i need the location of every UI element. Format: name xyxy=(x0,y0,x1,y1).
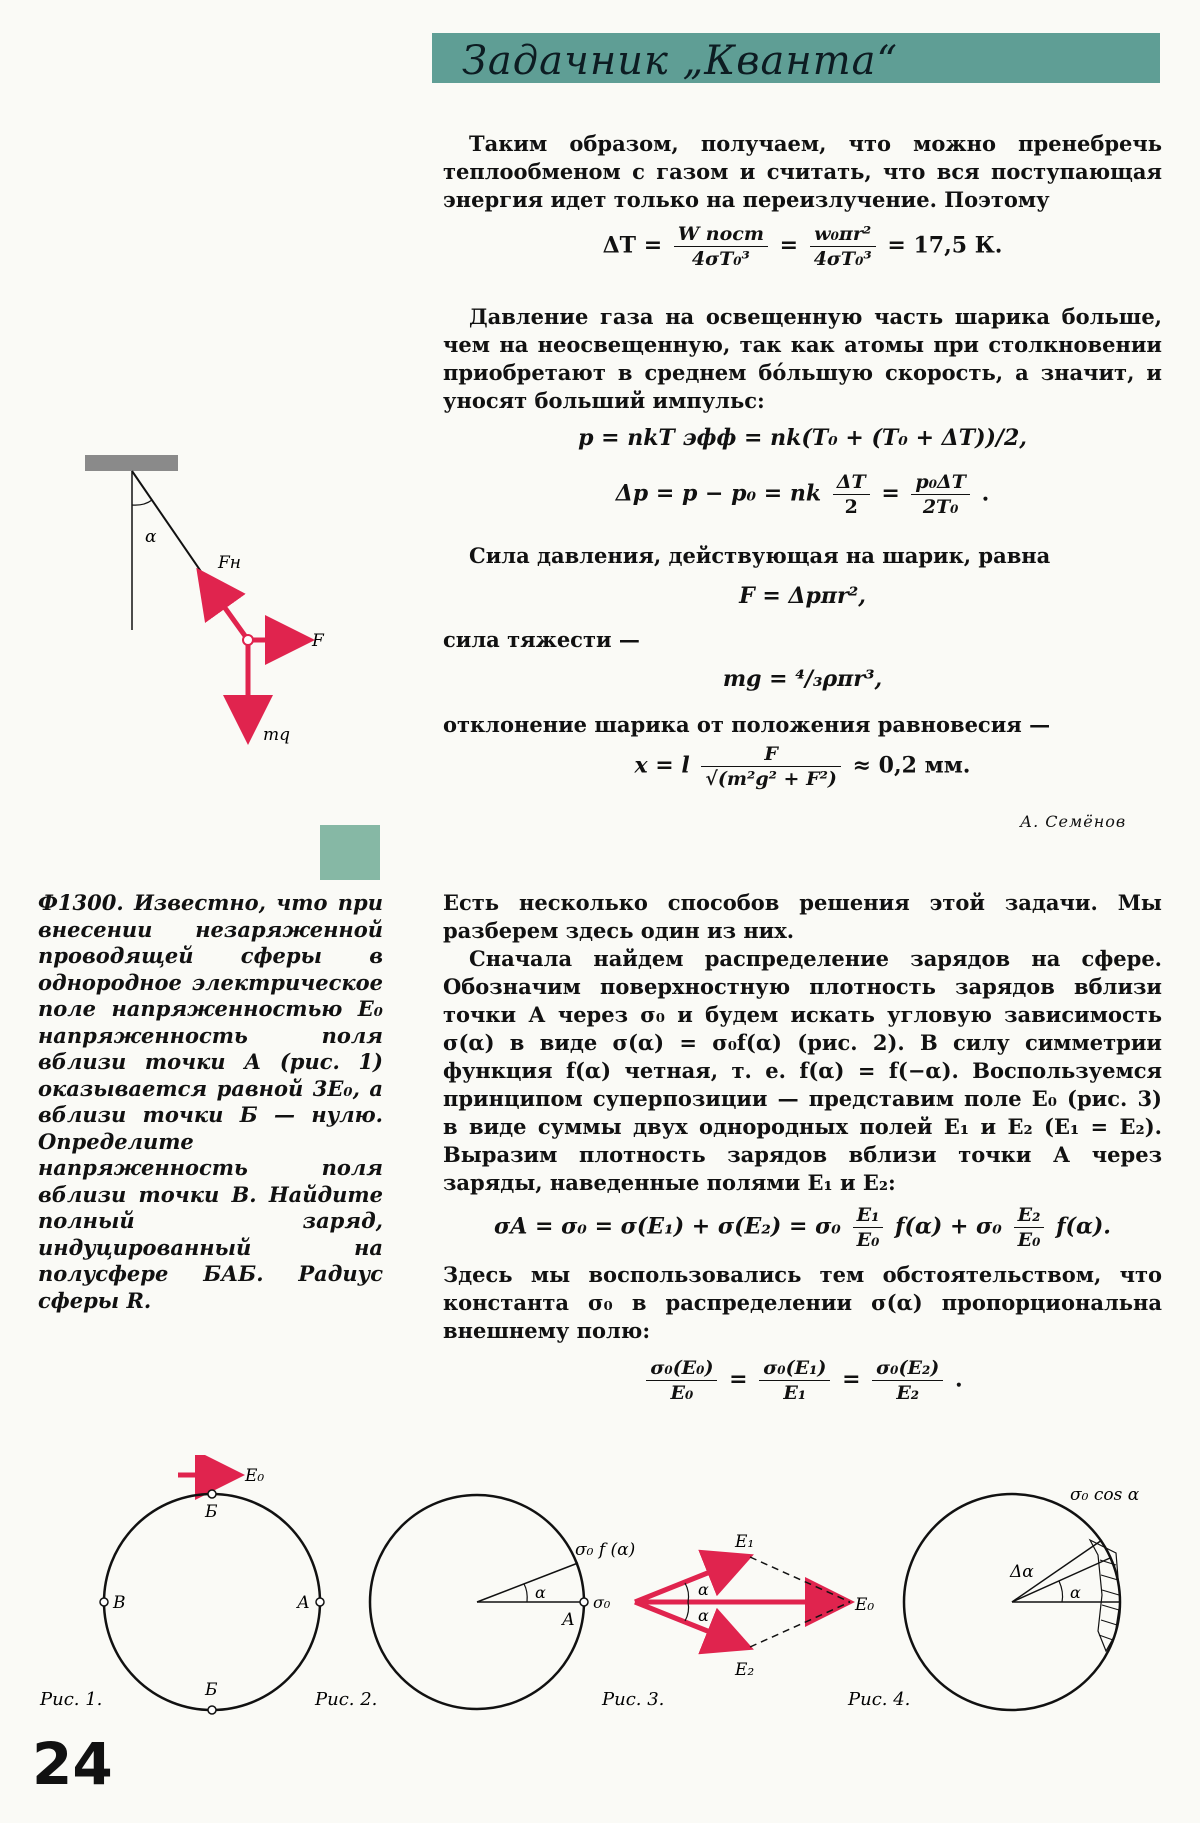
paragraph-4: сила тяжести — xyxy=(443,627,640,652)
fig1-a-label: А xyxy=(297,1593,310,1613)
ball xyxy=(243,635,253,645)
fig2-s0-label: σ₀ xyxy=(593,1593,611,1612)
solution-paragraph-3: Здесь мы воспользовались тем обстоятельством, что константа σ₀ в распределении σ(α) пропорциональна внешнему полю: xyxy=(443,1262,1162,1343)
tension-arrow xyxy=(205,580,248,640)
problem-statement xyxy=(38,890,383,1314)
fig3-e0-label: E₀ xyxy=(855,1595,875,1615)
fig3-alpha-2: α xyxy=(698,1606,709,1625)
sphere xyxy=(104,1494,320,1710)
fig2-caption: Рис. 2. xyxy=(315,1689,378,1710)
fig3-e2-label: E₂ xyxy=(735,1660,755,1680)
paragraph-5: отклонение шарика от положения равновесия — xyxy=(443,712,1051,737)
fig2-a-label: А xyxy=(562,1610,575,1630)
formula-force: F = Δpπr², xyxy=(739,583,866,609)
problem-number: Ф1300. xyxy=(38,890,124,915)
solution-formula-1: σA = σ₀ = σ(E₁) + σ(E₂) = σ₀ $\frac{\text{E₁}}{\text{E₀}}$ f(α) + σ₀ $\frac{\text{E₂}}{\text{E₀}}$ f(α). xyxy=(494,1204,1111,1251)
page-number: 24 xyxy=(32,1730,113,1798)
formula-gravity: mg = ⁴/₃ρπr³, xyxy=(722,666,883,692)
pendulum-figure xyxy=(60,440,340,760)
fig2-alpha-label: α xyxy=(535,1583,546,1602)
author-signature: А. Семёнов xyxy=(1020,812,1127,831)
tension-label: Fн xyxy=(218,553,241,573)
formula-pressure: p = nkT эфф = nk(T₀ + (T₀ + ΔT))/2, xyxy=(578,425,1027,451)
fig3-e1-label: E₁ xyxy=(735,1532,755,1552)
solution-formula-2: $\frac{\text{σ₀(E₀)}}{\text{E₀}}$ = $\frac{\text{σ₀(E₁)}}{\text{E₁}}$ = $\frac{\text{σ₀(E₂)}}{\text{E₂}}$ . xyxy=(443,1356,1162,1405)
section-marker xyxy=(320,825,380,880)
paragraph-2: Давление газа на освещенную часть шарика больше, чем на неосвещенную, так как атомы при столкновении приобретают в среднем бо́льшую скорость, а значит, и уносят больший импульс: xyxy=(443,304,1162,413)
gravity-label: mq xyxy=(263,725,291,745)
paragraph-3: Сила давления, действующая на шарик, равна xyxy=(469,543,1051,568)
formula-deflection: x = l $\frac{F}{\text{√(m²g² + F²)}}$ ≈ 0,2 мм. xyxy=(634,743,971,790)
figure-4 xyxy=(847,1485,1140,1710)
solution-paragraph-2: Сначала найдем распределение зарядов на сфере. Обозначим поверхностную плотность зарядов вблизи точки А через σ₀ и будем искать угловую зависимость σ(α) в виде σ(α) = σ₀f(α) (рис. 2). В силу симметрии функция f(α) четная, т. е. f(α) = f(−α). Воспользуемся принципом суперпозиции — представим поле E₀ (рис. 3) в виде суммы двух однородных полей E₁ и E₂ (E₁ = E₂). Выразим плотность зарядов вблизи точки А через заряды, наведенные полями E₁ и E₂: xyxy=(443,946,1162,1195)
formula-delta-p: Δp = p − p₀ = nk $\frac{\Delta T}{2}$ = $\frac{\text{p₀ΔT}}{\text{2T₀}}$ . xyxy=(615,471,990,518)
formula-delta-t: ΔT = $\frac{\text{W пост}}{\text{4σT₀³}}$ = $\frac{\text{w₀πr²}}{\text{4σT₀³}}$ = 17,5 К. xyxy=(602,223,1003,270)
fig4-da-label: Δα xyxy=(1010,1562,1034,1582)
solution-paragraph-1: Есть несколько способов решения этой задачи. Мы разберем здесь один из них. xyxy=(443,890,1162,943)
fig4-alpha-label: α xyxy=(1070,1583,1081,1602)
e1-arrow xyxy=(635,1560,740,1602)
figure-2 xyxy=(314,1495,635,1710)
fig4-scos-label: σ₀ cos α xyxy=(1070,1485,1140,1505)
fig1-b-bottom: Б xyxy=(205,1680,218,1700)
fig1-b-top: Б xyxy=(205,1502,218,1522)
alpha-label: α xyxy=(145,527,157,547)
figure-1 xyxy=(39,1466,324,1714)
ceiling-block xyxy=(85,455,178,471)
fig4-caption: Рис. 4. xyxy=(848,1689,911,1710)
figure-3 xyxy=(601,1532,874,1710)
fig1-e0-label: E₀ xyxy=(245,1466,265,1486)
paragraph-1: Таким образом, получаем, что можно пренебречь теплообменом с газом и считать, что вся поступающая энергия идет только на переизлучение. Поэтому xyxy=(443,131,1162,212)
fig2-sf-label: σ₀ f (α) xyxy=(575,1540,636,1560)
fig1-v-label: В xyxy=(113,1593,126,1613)
problem-text: Известно, что при внесении незаряженной проводящей сферы в однородное электрическое поле напряженностью E₀ напряженность поля вблизи точки А (рис. 1) оказывается равной 3E₀, а вблизи точки Б — нулю. Определите напряженность поля вблизи точки В. Найдите полный заряд, индуцированный на полусфере БАБ. Радиус сферы R. xyxy=(38,890,383,1313)
figures-row xyxy=(30,1455,1180,1725)
e2-arrow xyxy=(635,1602,740,1644)
fig1-caption: Рис. 1. xyxy=(40,1689,103,1710)
fig3-alpha-1: α xyxy=(698,1580,709,1599)
force-label: F xyxy=(312,631,324,651)
fig3-caption: Рис. 3. xyxy=(602,1689,665,1710)
section-title: Задачник „Кванта“ xyxy=(462,38,898,84)
angle-arc xyxy=(132,500,152,505)
